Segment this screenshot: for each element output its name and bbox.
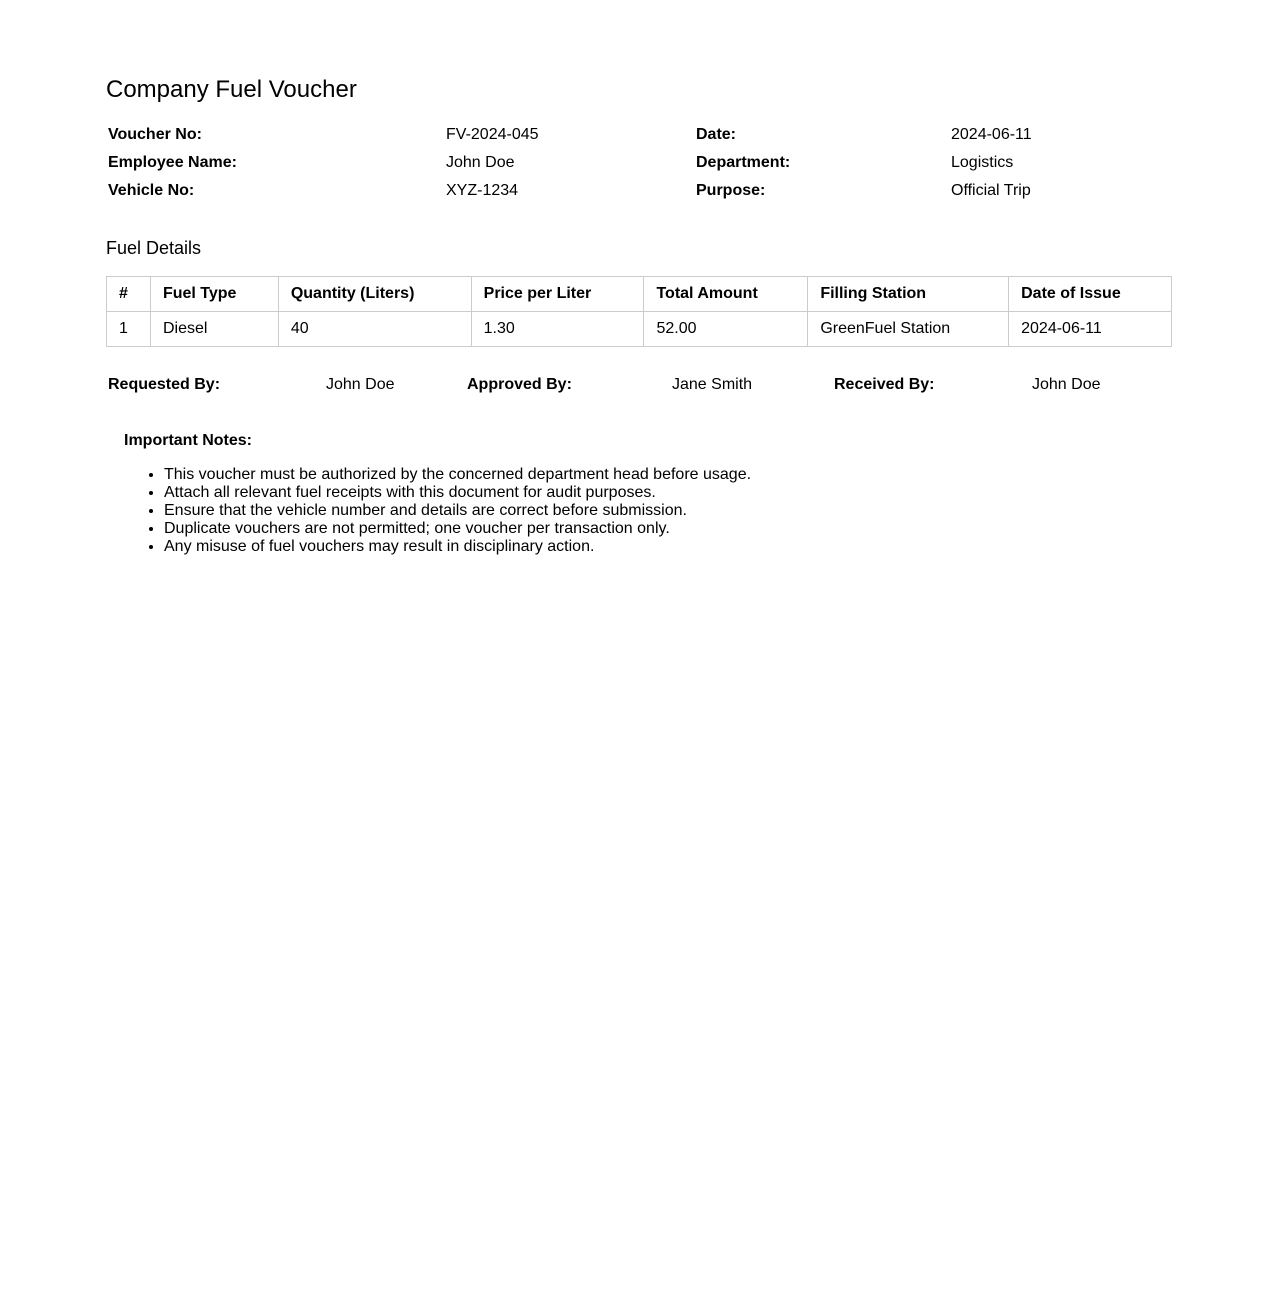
received-by-label: Received By:	[834, 376, 935, 393]
table-cell: 2024-06-11	[1009, 312, 1172, 347]
column-header: #	[107, 277, 151, 312]
table-cell: 40	[278, 312, 471, 347]
table-cell: Diesel	[150, 312, 278, 347]
list-item: • Attach all relevant fuel receipts with this document for audit purposes.	[164, 484, 751, 502]
list-item: • Duplicate vouchers are not permitted; one voucher per transaction only.	[164, 520, 751, 538]
department-label: Department:	[696, 154, 791, 171]
vehicle-no-label: Vehicle No:	[108, 182, 195, 199]
important-notes	[124, 432, 751, 556]
page-title: Company Fuel Voucher	[106, 76, 357, 103]
employee-name-label: Employee Name:	[108, 154, 237, 171]
info-row-voucher	[106, 120, 1172, 148]
column-header: Price per Liter	[471, 277, 644, 312]
notes-list	[124, 466, 751, 556]
column-header: Fuel Type	[150, 277, 278, 312]
column-header: Total Amount	[644, 277, 808, 312]
date-value: 2024-06-11	[951, 126, 1032, 143]
received-by-value: John Doe	[1032, 376, 1101, 393]
notes-heading: Important Notes:	[124, 432, 252, 449]
fuel-details-table	[106, 276, 1172, 347]
info-row-employee	[106, 148, 1172, 176]
table-cell: 1.30	[471, 312, 644, 347]
list-item: • This voucher must be authorized by the concerned department head before usage.	[164, 466, 751, 484]
vehicle-no-value: XYZ-1234	[446, 182, 519, 199]
requested-by-value: John Doe	[326, 376, 395, 393]
list-item: • Any misuse of fuel vouchers may result in disciplinary action.	[164, 538, 751, 556]
column-header: Filling Station	[808, 277, 1009, 312]
requested-by-label: Requested By:	[108, 376, 221, 393]
voucher-info	[106, 120, 1172, 204]
purpose-value: Official Trip	[951, 182, 1031, 199]
table-cell: GreenFuel Station	[808, 312, 1009, 347]
approved-by-label: Approved By:	[467, 376, 572, 393]
column-header: Quantity (Liters)	[278, 277, 471, 312]
employee-name-value: John Doe	[446, 154, 515, 171]
table-cell: 1	[107, 312, 151, 347]
fuel-details-heading: Fuel Details	[106, 238, 202, 258]
voucher-no-label: Voucher No:	[108, 126, 202, 143]
list-item: • Ensure that the vehicle number and details are correct before submission.	[164, 502, 751, 520]
department-value: Logistics	[951, 154, 1014, 171]
info-row-vehicle	[106, 176, 1172, 204]
voucher-no-value: FV-2024-045	[446, 126, 539, 143]
table-cell: 52.00	[644, 312, 808, 347]
purpose-label: Purpose:	[696, 182, 766, 199]
table-row	[107, 312, 1172, 347]
table-header-row	[107, 277, 1172, 312]
signatures-row	[106, 376, 1172, 396]
column-header: Date of Issue	[1009, 277, 1172, 312]
approved-by-value: Jane Smith	[672, 376, 753, 393]
date-label: Date:	[696, 126, 737, 143]
